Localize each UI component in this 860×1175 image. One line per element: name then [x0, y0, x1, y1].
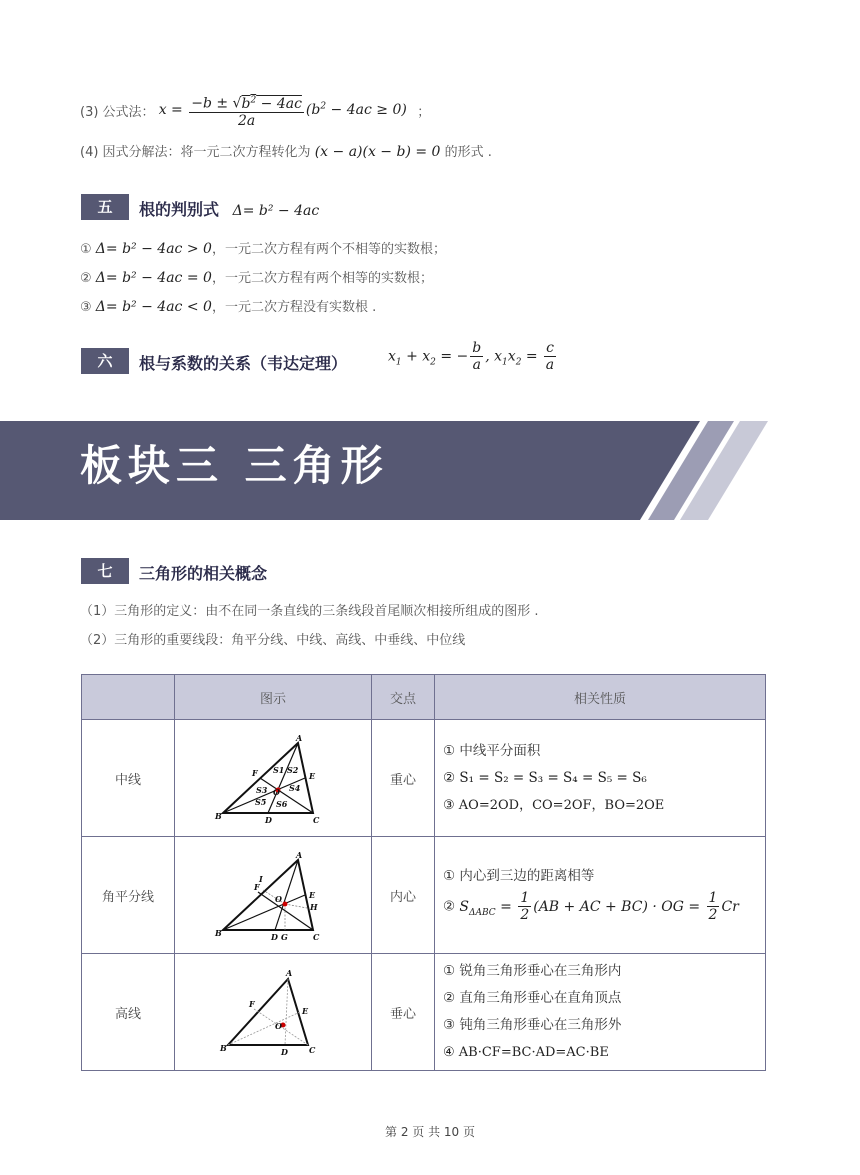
property-line: ② S₁ = S₂ = S₃ = S₄ = S₅ = S₆: [443, 769, 647, 786]
svg-text:S1: S1: [273, 765, 285, 775]
svg-text:O: O: [275, 1021, 282, 1031]
header-cell: 交点: [372, 675, 435, 720]
row-name: 高线: [82, 954, 175, 1071]
table-header-row: [82, 675, 766, 720]
svg-text:F: F: [254, 882, 260, 892]
svg-text:A: A: [296, 850, 303, 860]
item-formula: Δ= b² − 4ac < 0: [95, 299, 212, 315]
item-text: ，一元二次方程有两个相等的实数根；: [211, 271, 433, 286]
vieta-formula: $x_1 + x_2$ = − $\frac{b}{a}$ , $x_1x_2$ = $\frac{c}{a}$: [388, 340, 555, 373]
svg-text:C: C: [309, 1045, 316, 1055]
svg-text:G: G: [281, 932, 288, 940]
header-cell: 相关性质: [435, 675, 766, 720]
section-title-5-text: 根的判别式: [139, 200, 220, 219]
svg-text:F: F: [252, 768, 258, 778]
svg-text:S4: S4: [289, 783, 301, 793]
svg-text:D: D: [265, 815, 272, 823]
median-diagram-cell: [175, 720, 372, 837]
svg-text:F: F: [249, 999, 255, 1009]
definition-line: （1）三角形的定义：由不在同一条直线的三条线段首尾顺次相接所组成的图形 .: [80, 604, 539, 619]
section-badge-7: 七: [81, 558, 129, 584]
quadratic-formula: x = $\frac{-b \pm √b^2 - 4ac}{2a}$ $(b^2 - 4ac \ge 0)$: [159, 102, 412, 118]
table-row: [82, 720, 766, 837]
discriminant-item-3: [80, 296, 376, 315]
svg-text:B: B: [215, 928, 222, 938]
factor-equation: (x − a)(x − b) = 0: [314, 144, 441, 160]
row-point: 重心: [372, 720, 435, 837]
svg-text:O: O: [275, 894, 282, 904]
section-title-7: 三角形的相关概念: [139, 564, 268, 583]
property-line: ④ AB·CF=BC·AD=AC·BE: [443, 1045, 609, 1060]
discriminant-item-2: [80, 267, 433, 286]
svg-text:A: A: [286, 968, 293, 978]
discriminant-item-1: [80, 238, 446, 257]
important-segments-line: （2）三角形的重要线段：角平分线、中线、高线、中垂线、中位线: [80, 633, 466, 648]
svg-text:E: E: [309, 890, 316, 900]
altitude-diagram-cell: [175, 954, 372, 1071]
table-row: [82, 837, 766, 954]
header-cell: [82, 675, 175, 720]
item-formula: Δ= b² − 4ac = 0: [95, 270, 212, 286]
svg-text:D: D: [271, 932, 278, 940]
formula-method-suffix: ；: [417, 104, 431, 120]
property-line: ③ AO=2OD，CO=2OF，BO=2OE: [443, 797, 665, 813]
section-title-6: 根与系数的关系（韦达定理）: [139, 354, 348, 373]
svg-text:O: O: [273, 787, 280, 797]
factor-method-suffix: 的形式 .: [444, 145, 492, 160]
formula-method-line: [80, 92, 430, 132]
table-row: [82, 954, 766, 1071]
item-number: ②: [80, 271, 92, 286]
svg-text:C: C: [313, 932, 320, 940]
formula-method-label: (3) 公式法：: [80, 104, 155, 120]
svg-text:H: H: [310, 902, 318, 912]
svg-text:I: I: [259, 874, 263, 884]
header-cell: 图示: [175, 675, 372, 720]
item-number: ①: [80, 242, 92, 257]
property-number: ②: [443, 898, 456, 915]
property-line: [443, 890, 765, 926]
svg-text:A: A: [296, 733, 303, 743]
median-triangle-diagram: [213, 733, 333, 823]
property-line: ① 内心到三边的距离相等: [443, 868, 595, 885]
svg-text:S3: S3: [256, 785, 268, 795]
svg-text:S2: S2: [287, 765, 299, 775]
factor-method-line: [80, 141, 492, 160]
chapter-title: 板块三 三角形: [80, 441, 389, 490]
row-properties: [435, 954, 766, 1071]
svg-text:E: E: [309, 771, 316, 781]
discriminant-formula: Δ= b² − 4ac: [232, 203, 320, 219]
property-line: ① 中线平分面积: [443, 742, 541, 759]
property-line: ② 直角三角形垂心在直角顶点: [443, 990, 622, 1006]
row-properties: [435, 720, 766, 837]
section-badge-6: 六: [81, 348, 129, 374]
row-properties: [435, 837, 766, 954]
item-formula: Δ= b² − 4ac > 0: [95, 241, 212, 257]
svg-text:B: B: [215, 811, 222, 821]
item-text: ，一元二次方程有两个不相等的实数根；: [211, 242, 446, 257]
property-line: ① 锐角三角形垂心在三角形内: [443, 963, 622, 979]
section-title-5: [139, 197, 319, 220]
item-number: ③: [80, 300, 92, 315]
bisector-diagram-cell: [175, 837, 372, 954]
svg-text:D: D: [281, 1047, 288, 1057]
svg-text:S6: S6: [276, 799, 288, 809]
row-point: 垂心: [372, 954, 435, 1071]
svg-text:B: B: [220, 1043, 227, 1053]
svg-text:S5: S5: [255, 797, 267, 807]
altitude-triangle-diagram: [213, 967, 333, 1057]
triangle-properties-table: [81, 674, 766, 1071]
row-name: 中线: [82, 720, 175, 837]
item-text: ，一元二次方程没有实数根 .: [211, 300, 377, 315]
row-name: 角平分线: [82, 837, 175, 954]
property-line: ③ 钝角三角形垂心在三角形外: [443, 1017, 622, 1033]
factor-method-text: (4) 因式分解法：将一元二次方程转化为: [80, 145, 311, 160]
svg-text:E: E: [302, 1006, 309, 1016]
svg-text:C: C: [313, 815, 320, 823]
bisector-triangle-diagram: [213, 850, 333, 940]
row-point: 内心: [372, 837, 435, 954]
incircle-area-formula: $S_{\Delta ABC}$ = $\frac{1}{2}$ (AB + AC + BC) · OG = $\frac{1}{2}$ Cr: [459, 890, 739, 924]
section-badge-5: 五: [81, 194, 129, 220]
page-footer: 第 2 页 共 10 页: [385, 1125, 475, 1139]
